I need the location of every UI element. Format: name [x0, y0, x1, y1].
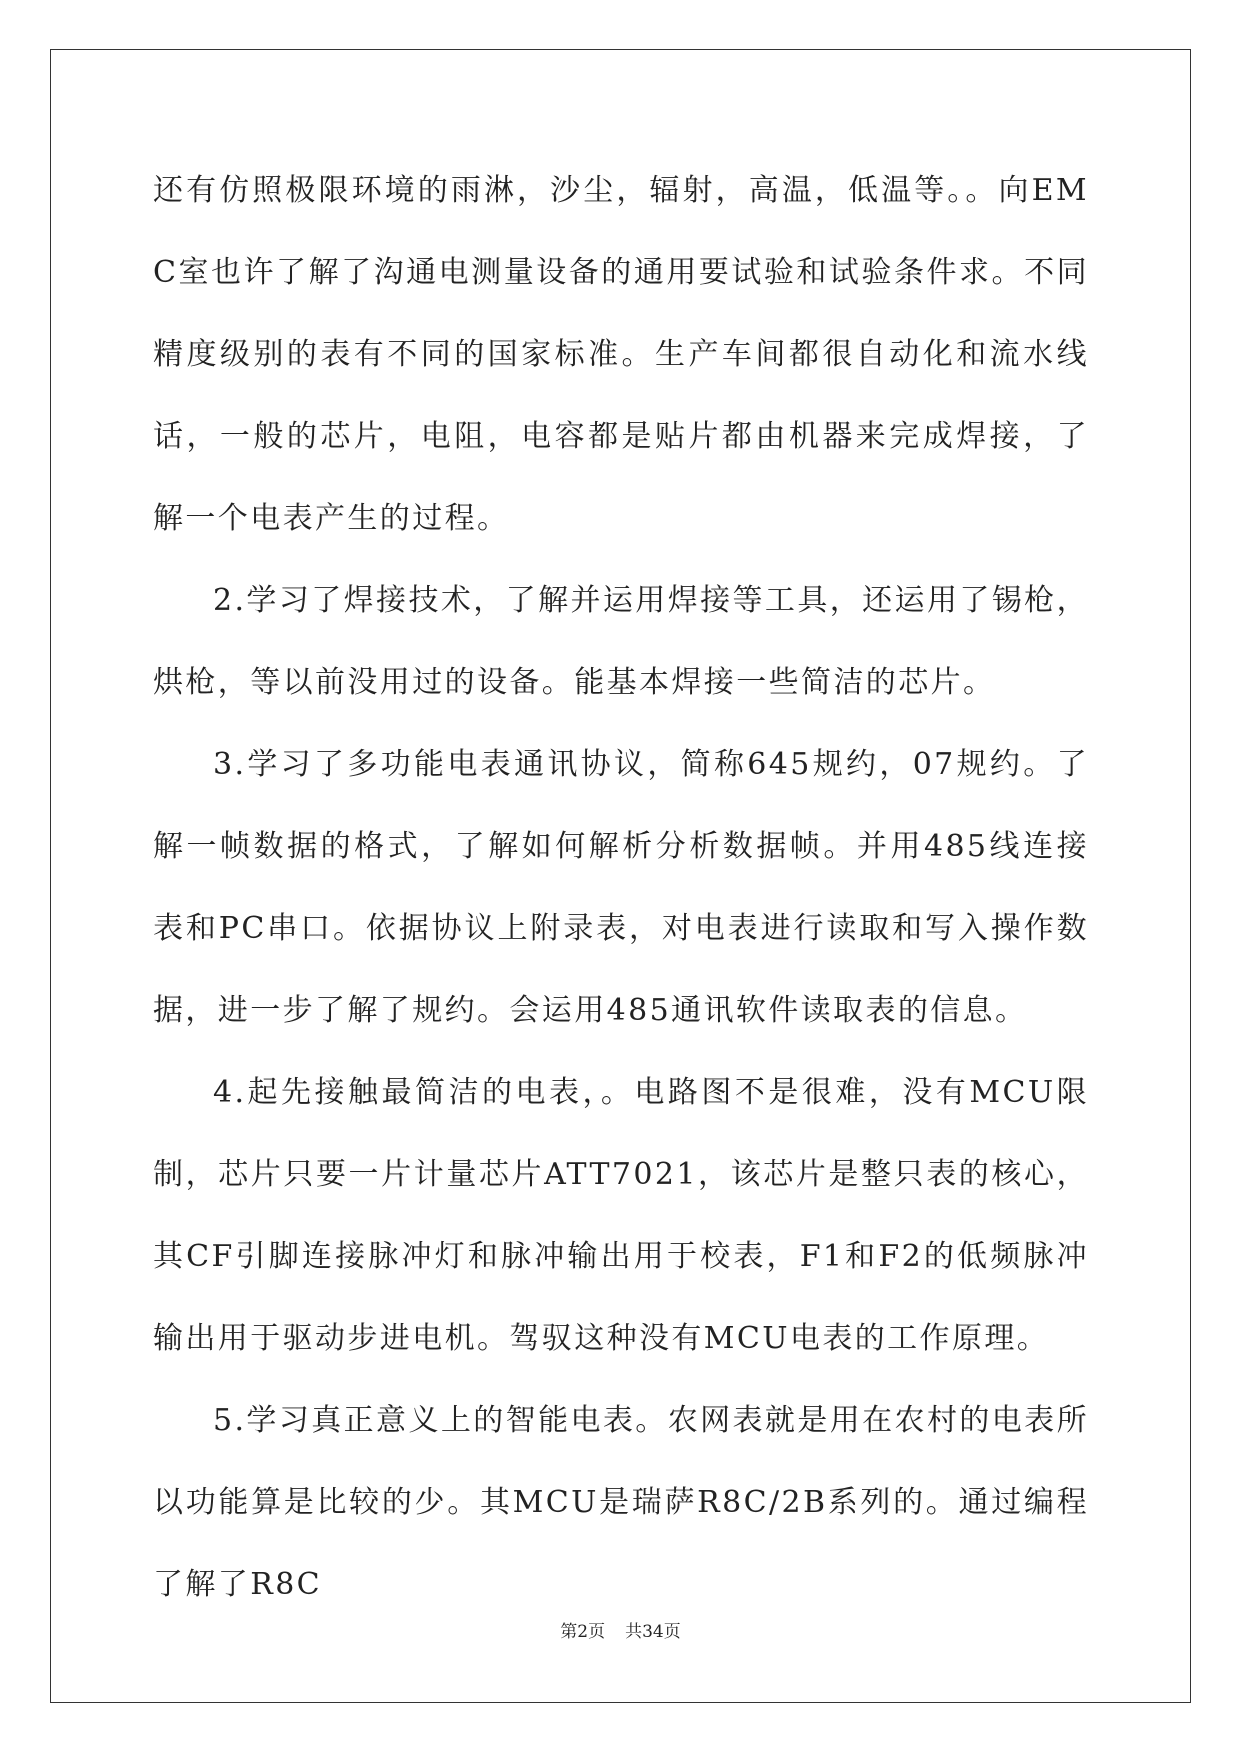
paragraph-3: 3.学习了多功能电表通讯协议，简称645规约，07规约。了解一帧数据的格式，了解如何解析分析数据帧。并用485线连接表和PC串口。依据协议上附录表，对电表进行读取和写入操作数据，进一步了解了规约。会运用485通讯软件读取表的信息。	[153, 747, 1089, 1028]
paragraph-5: 5.学习真正意义上的智能电表。农网表就是用在农村的电表所以功能算是比较的少。其MCU是瑞萨R8C/2B系列的。通过编程了解了R8C	[153, 1403, 1089, 1602]
page-number: 第2页	[560, 1622, 606, 1642]
paragraph-2: 2.学习了焊接技术，了解并运用焊接等工具，还运用了锡枪，烘枪，等以前没用过的设备。能基本焊接一些简洁的芯片。	[153, 583, 1089, 700]
document-body	[153, 150, 1089, 1626]
page-footer	[0, 1620, 1241, 1644]
paragraph-1: 还有仿照极限环境的雨淋，沙尘，辐射，高温，低温等。。向EMC室也许了解了沟通电测量设备的通用要试验和试验条件求。不同精度级别的表有不同的国家标准。生产车间都很自动化和流水线话，一般的芯片，电阻，电容都是贴片都由机器来完成焊接，了解一个电表产生的过程。	[153, 173, 1089, 536]
paragraph-4: 4.起先接触最简洁的电表，。电路图不是很难，没有MCU限制，芯片只要一片计量芯片ATT7021，该芯片是整只表的核心，其CF引脚连接脉冲灯和脉冲输出用于校表，F1和F2的低频脉冲输出用于驱动步进电机。驾驭这种没有MCU电表的工作原理。	[153, 1075, 1089, 1356]
page-total: 共34页	[625, 1622, 681, 1642]
